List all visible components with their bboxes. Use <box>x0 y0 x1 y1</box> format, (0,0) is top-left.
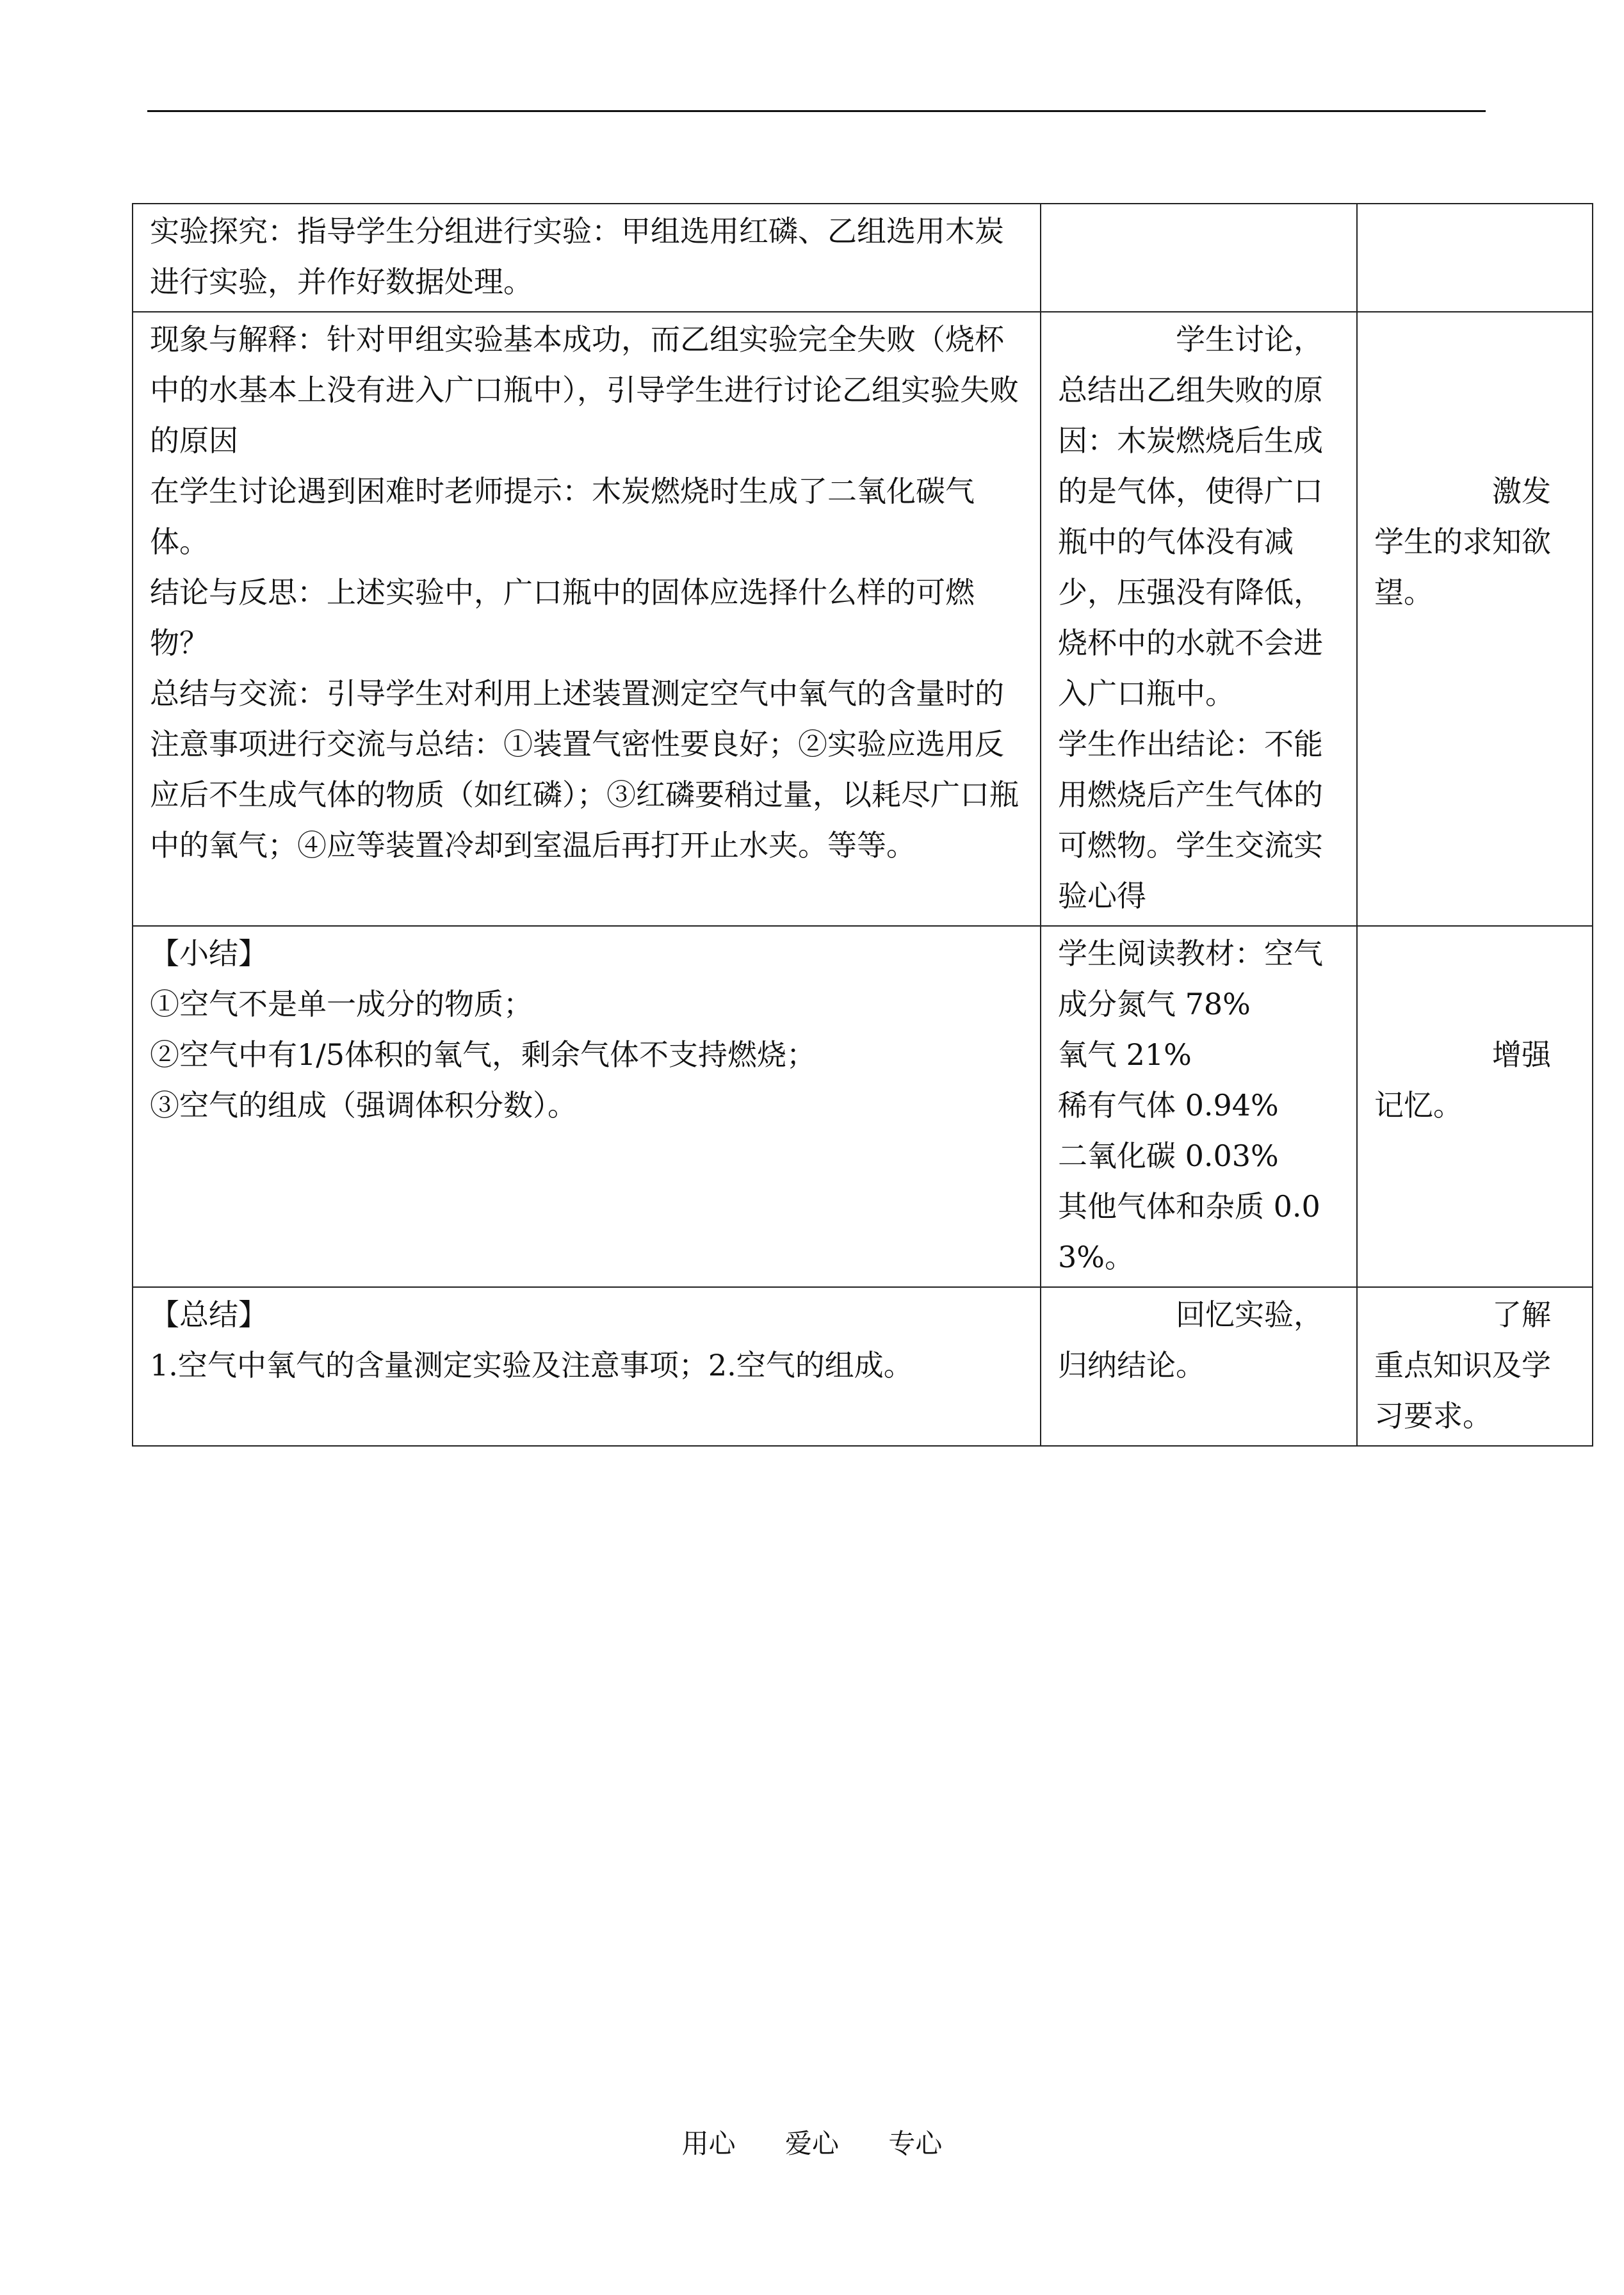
header-rule <box>147 110 1486 112</box>
table-row <box>133 926 1593 1287</box>
student-text: 氧气 21% <box>1058 1037 1192 1072</box>
footer-word: 专心 <box>888 2128 943 2159</box>
teacher-text: 现象与解释：针对甲组实验基本成功，而乙组实验完全失败（烧杯中的水基本上没有进入广口瓶中），引导学生进行讨论乙组实验失败的原因 <box>150 322 1019 458</box>
student-text: 学生阅读教材：空气成分氮气 78% <box>1058 936 1323 1021</box>
design-intent-cell <box>1357 926 1593 1287</box>
teacher-activity-cell <box>133 926 1041 1287</box>
lesson-plan-table <box>132 203 1593 1447</box>
table-row <box>133 312 1593 926</box>
teacher-text: 【总结】 <box>150 1297 268 1332</box>
teacher-text: 在学生讨论遇到困难时老师提示：木炭燃烧时生成了二氧化碳气体。 <box>150 474 975 559</box>
footer-word: 用心 <box>681 2128 736 2159</box>
student-text: 其他气体和杂质 0.03%。 <box>1058 1189 1320 1274</box>
design-intent-cell <box>1357 312 1593 926</box>
teacher-activity-cell <box>133 1287 1041 1446</box>
design-intent-cell <box>1357 204 1593 312</box>
design-intent-cell <box>1357 1287 1593 1446</box>
student-text: 学生讨论，总结出乙组失败的原因：木炭燃烧后生成的是气体，使得广口瓶中的气体没有减少，压强没有降低，烧杯中的水就不会进入广口瓶中。 <box>1058 322 1323 711</box>
aim-text: 了解重点知识及学习要求。 <box>1374 1297 1551 1433</box>
teacher-text: 实验探究：指导学生分组进行实验：甲组选用红磷、乙组选用木炭进行实验，并作好数据处理。 <box>150 214 1004 299</box>
student-text: 学生作出结论：不能用燃烧后产生气体的可燃物。学生交流实验心得 <box>1058 727 1323 913</box>
teacher-text: ③空气的组成（强调体积分数）。 <box>150 1088 577 1123</box>
student-text: 二氧化碳 0.03% <box>1058 1139 1279 1173</box>
aim-text: 激发学生的求知欲望。 <box>1374 474 1551 610</box>
teacher-activity-cell <box>133 204 1041 312</box>
table-row <box>133 204 1593 312</box>
teacher-text: ①空气不是单一成分的物质； <box>150 987 533 1021</box>
student-activity-cell <box>1041 926 1357 1287</box>
aim-text: 增强记忆。 <box>1374 1037 1551 1123</box>
page-footer <box>0 2125 1624 2163</box>
student-activity-cell <box>1041 1287 1357 1446</box>
student-activity-cell <box>1041 312 1357 926</box>
teacher-text: 【小结】 <box>150 936 268 971</box>
student-text: 回忆实验，归纳结论。 <box>1058 1297 1323 1383</box>
teacher-activity-cell <box>133 312 1041 926</box>
student-text: 稀有气体 0.94% <box>1058 1088 1279 1123</box>
teacher-text: 结论与反思：上述实验中，广口瓶中的固体应选择什么样的可燃物？ <box>150 575 975 660</box>
teacher-text: 总结与交流：引导学生对利用上述装置测定空气中氧气的含量时的注意事项进行交流与总结：①装置气密性要良好；②实验应选用反应后不生成气体的物质（如红磷）；③红磷要稍过量，以耗尽广口瓶中的氧气；④应等装置冷却到室温后再打开止水夹。等等。 <box>150 676 1019 863</box>
footer-word: 爱心 <box>784 2128 839 2159</box>
teacher-text: 1.空气中氧气的含量测定实验及注意事项；2.空气的组成。 <box>150 1348 913 1383</box>
student-activity-cell <box>1041 204 1357 312</box>
table-row <box>133 1287 1593 1446</box>
teacher-text: ②空气中有1/5体积的氧气，剩余气体不支持燃烧； <box>150 1037 816 1072</box>
